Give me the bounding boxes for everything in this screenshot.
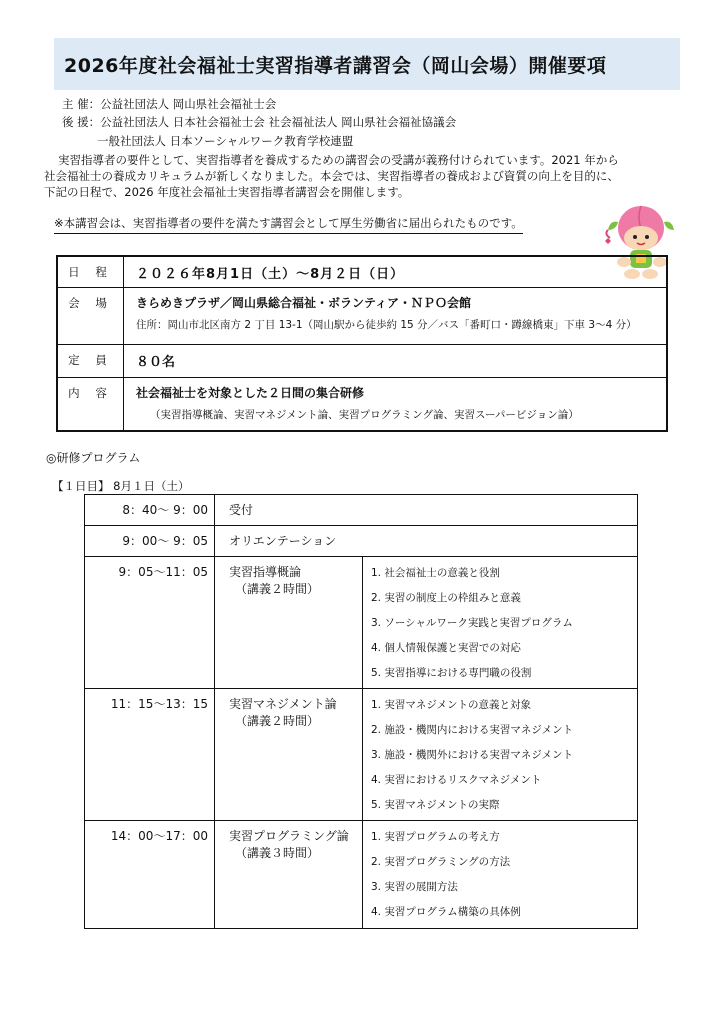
intro-paragraph: [44, 152, 684, 200]
venue-name: きらめきプラザ／岡山県総合福祉・ボランティア・ＮＰＯ会館: [136, 296, 472, 310]
support-line: [62, 115, 456, 130]
session-hours: （講義２時間）: [235, 714, 320, 728]
session-name: 受付: [215, 495, 638, 526]
session-name-cell: [215, 821, 363, 929]
table-row: [85, 689, 638, 821]
session-name: 実習指導概論: [229, 565, 302, 579]
host-name: 公益社団法人 岡山県社会福祉士会: [100, 97, 277, 111]
session-name: 実習プログラミング論: [229, 829, 349, 843]
support-label: 後 援：: [62, 115, 101, 129]
event-info-table: [56, 255, 668, 432]
content-detail: （実習指導概論、実習マネジメント論、実習プログラミング論、実習スーパービジョン論）: [150, 409, 579, 421]
content-row: [58, 378, 666, 430]
program-heading: ◎研修プログラム: [46, 451, 141, 465]
list-item: 5. 実習マネジメントの実際: [371, 799, 500, 811]
content-cell: [124, 378, 666, 430]
list-item: 3. 施設・機関外における実習マネジメント: [371, 749, 574, 761]
venue-label: 会 場: [58, 288, 124, 344]
table-row: [85, 526, 638, 557]
venue-row: [58, 288, 666, 345]
list-item: 4. 実習におけるリスクマネジメント: [371, 774, 542, 786]
capacity: ８０名: [136, 355, 176, 370]
list-item: 1. 実習マネジメントの意義と対象: [371, 699, 532, 711]
session-name-cell: [215, 689, 363, 821]
list-item: 3. 実習の展開方法: [371, 881, 458, 893]
content-summary: 社会福祉士を対象とした２日間の集合研修: [136, 386, 365, 400]
list-item: 4. 実習プログラム構築の具体例: [371, 906, 521, 918]
list-item: 1. 実習プログラムの考え方: [371, 831, 500, 843]
capacity-label: 定 員: [58, 345, 124, 377]
date-row: [58, 257, 666, 288]
support-names: 公益社団法人 日本社会福祉士会 社会福祉法人 岡山県社会福祉協議会: [100, 115, 457, 129]
list-item: 2. 実習プログラミングの方法: [371, 856, 511, 868]
notice: ※本講習会は、実習指導者の要件を満たす講習会として厚生労働省に届出られたものです。: [54, 215, 523, 234]
list-item: 3. ソーシャルワーク実践と実習プログラム: [371, 617, 573, 629]
session-name: 実習マネジメント論: [229, 697, 337, 711]
intro-line: 実習指導者の要件として、実習指導者を養成するための講習会の受講が義務付けられています。2021 年から: [58, 153, 619, 167]
host-label: 主 催：: [62, 97, 101, 111]
capacity-row: [58, 345, 666, 378]
list-item: 5. 実習指導における専門職の役割: [371, 667, 532, 679]
date-label: 日 程: [58, 257, 124, 287]
support-line-2: 一般社団法人 日本ソーシャルワーク教育学校連盟: [97, 134, 354, 148]
intro-line: 下記の日程で、2026 年度社会福祉士実習指導者講習会を開催します。: [44, 185, 410, 199]
venue-address: 住所：岡山市北区南方 2 丁目 13-1（岡山駅から徒歩約 15 分／バス「番町口・蹲線橋東」下車 3～4 分）: [136, 319, 637, 331]
session-time: 11：15～13：15: [85, 689, 215, 821]
session-time: 9：00～ 9：05: [85, 526, 215, 557]
session-topics: [363, 557, 638, 689]
list-item: 2. 実習の制度上の枠組みと意義: [371, 592, 521, 604]
event-date: ２０２６年8月1日（土）～8月２日（日）: [136, 267, 405, 282]
host-line: [62, 97, 276, 112]
session-time: 14：00～17：00: [85, 821, 215, 929]
content-label: 内 容: [58, 378, 124, 430]
list-item: 1. 社会福祉士の意義と役割: [371, 567, 500, 579]
session-hours: （講義３時間）: [235, 846, 320, 860]
session-topics: [363, 689, 638, 821]
list-item: 2. 施設・機関内における実習マネジメント: [371, 724, 574, 736]
page-title: 2026年度社会福祉士実習指導者講習会（岡山会場）開催要項: [54, 38, 680, 90]
intro-line: 社会福祉士の養成カリキュラムが新しくなりました。本会では、実習指導者の養成および資質の向上を目的に、: [44, 169, 619, 183]
table-row: [85, 495, 638, 526]
table-row: [85, 557, 638, 689]
program-table: [84, 494, 638, 929]
day1-heading: 【１日目】 8月１日（土）: [52, 479, 190, 493]
list-item: 4. 個人情報保護と実習での対応: [371, 642, 521, 654]
session-hours: （講義２時間）: [235, 582, 320, 596]
session-topics: [363, 821, 638, 929]
session-name: オリエンテーション: [215, 526, 638, 557]
session-time: 9：05～11：05: [85, 557, 215, 689]
session-name-cell: [215, 557, 363, 689]
venue-cell: [124, 288, 666, 344]
session-time: 8：40～ 9：00: [85, 495, 215, 526]
table-row: [85, 821, 638, 929]
